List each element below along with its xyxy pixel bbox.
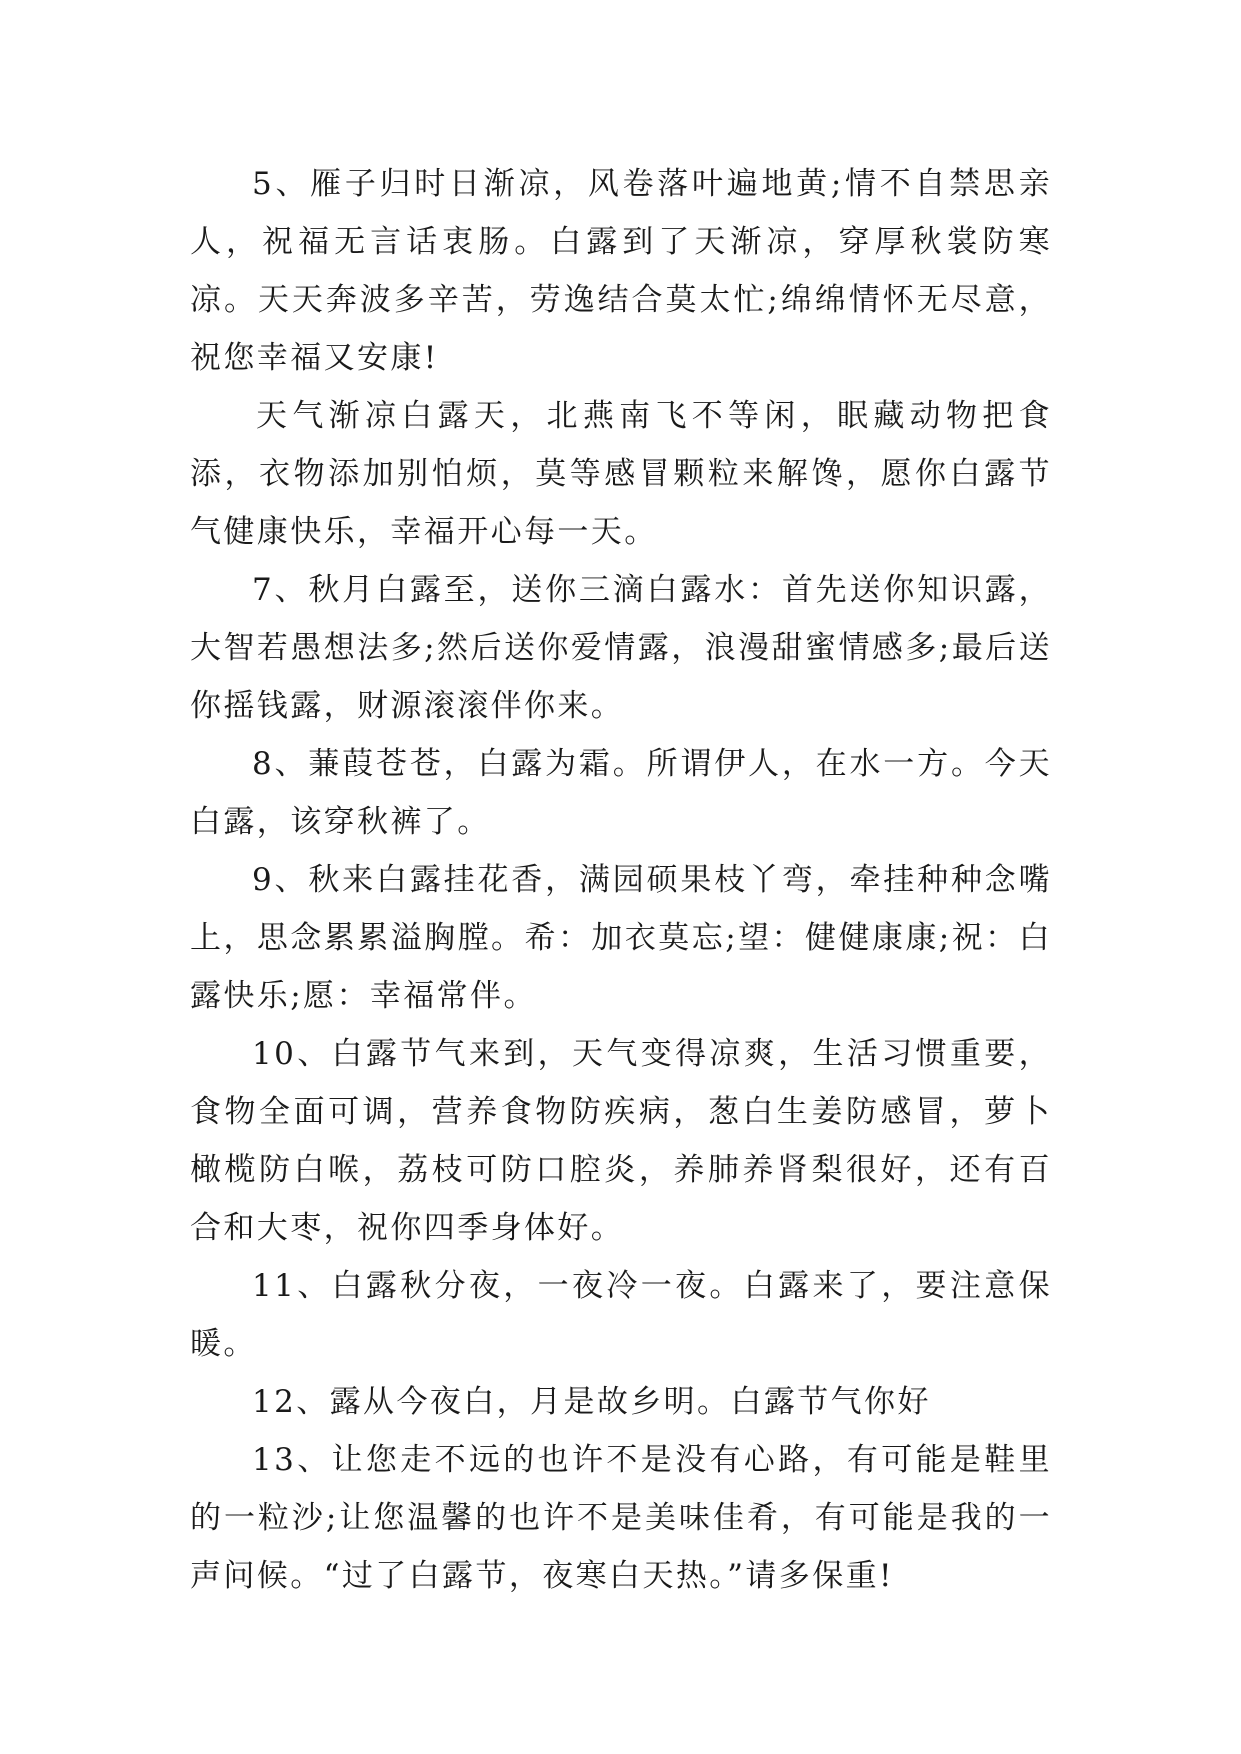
paragraph-12: 12、露从今夜白，月是故乡明。白露节气你好 bbox=[252, 1384, 931, 1420]
document-body bbox=[190, 155, 1052, 1605]
paragraph-8: 8、蒹葭苍苍，白露为霜。所谓伊人，在水一方。今天白露，该穿秋裤了。 bbox=[190, 746, 1052, 840]
paragraph-13: 13、让您走不远的也许不是没有心路，有可能是鞋里的一粒沙;让您温馨的也许不是美味佳肴，有可能是我的一声问候。“过了白露节，夜寒白天热。”请多保重! bbox=[190, 1442, 1052, 1594]
paragraph-10: 10、白露节气来到，天气变得凉爽，生活习惯重要，食物全面可调，营养食物防疾病，葱白生姜防感冒，萝卜橄榄防白喉，荔枝可防口腔炎，养肺养肾梨很好，还有百合和大枣，祝你四季身体好。 bbox=[190, 1036, 1052, 1246]
paragraph-5: 5、雁子归时日渐凉，风卷落叶遍地黄;情不自禁思亲人，祝福无言话衷肠。白露到了天渐凉，穿厚秋裳防寒凉。天天奔波多辛苦，劳逸结合莫太忙;绵绵情怀无尽意，祝您幸福又安康! bbox=[190, 166, 1052, 376]
paragraph-7: 7、秋月白露至，送你三滴白露水：首先送你知识露，大智若愚想法多;然后送你爱情露，浪漫甜蜜情感多;最后送你摇钱露，财源滚滚伴你来。 bbox=[190, 572, 1052, 724]
paragraph-9: 9、秋来白露挂花香，满园硕果枝丫弯，牵挂种种念嘴上，思念累累溢胸膛。希：加衣莫忘;望：健健康康;祝：白露快乐;愿：幸福常伴。 bbox=[190, 862, 1052, 1014]
paragraph-11: 11、白露秋分夜，一夜冷一夜。白露来了，要注意保暖。 bbox=[190, 1268, 1052, 1362]
paragraph-6: 天气渐凉白露天，北燕南飞不等闲，眠藏动物把食添，衣物添加别怕烦，莫等感冒颗粒来解馋，愿你白露节气健康快乐，幸福开心每一天。 bbox=[190, 398, 1052, 550]
